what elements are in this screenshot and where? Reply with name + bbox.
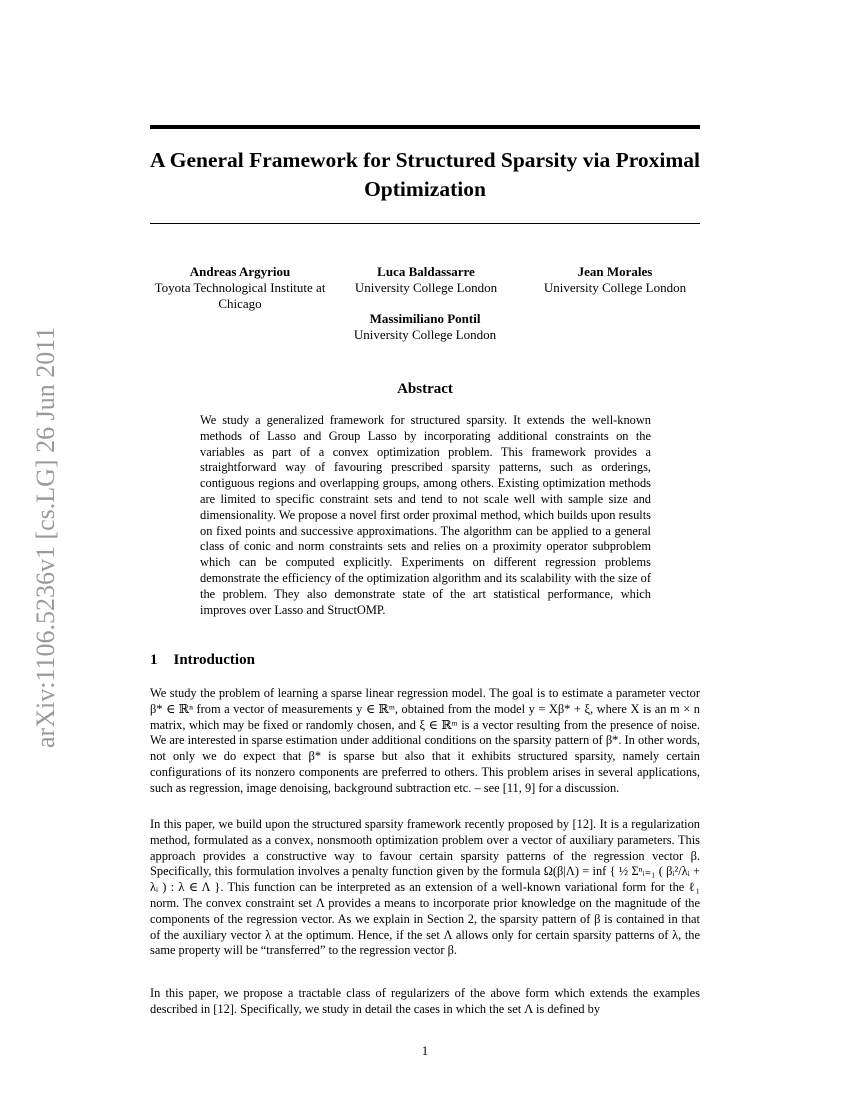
arxiv-stamp — [8, 270, 70, 750]
author-affiliation: University College London — [543, 280, 687, 295]
arxiv-stamp-text: arXiv:1106.5236v1 [cs.LG] 26 Jun 2011 — [31, 326, 60, 748]
author-name: Andreas Argyriou — [189, 264, 291, 279]
section-number: 1 — [150, 652, 158, 668]
author-name: Jean Morales — [577, 264, 653, 279]
body-paragraph: We study the problem of learning a sparse linear regression model. The goal is to estimate a parameter vector β* ∈ ℝⁿ from a vector of measurements y ∈ ℝᵐ, obtained from the model y = Xβ* + ξ, where X is an m × n matrix, which may be fixed or randomly chosen, and ξ ∈ ℝᵐ is a vector resulting from the presence of noise. We are interested in sparse estimation under additional conditions on the sparsity pattern of β*. In other words, not only we do expect that β* is sparse but also that it exhibits structured sparsity, namely certain configurations of its nonzero components are preferred to others. This problem arises in several applications, such as regression, image denoising, background subtraction etc. – see [11, 9] for a discussion. — [150, 686, 700, 795]
title-rule-top — [150, 125, 700, 129]
author-affiliation: University College London — [353, 327, 497, 342]
section-title: Introduction — [173, 652, 255, 668]
section-heading — [150, 652, 255, 669]
paper-title: A General Framework for Structured Sparsity via Proximal Optimization — [150, 148, 700, 201]
body-paragraph: In this paper, we propose a tractable class of regularizers of the above form which extends the examples described in [12]. Specifically, we study in detail the cases in which the set Λ is defined by — [150, 986, 700, 1016]
author-affiliation: Toyota Technological Institute at Chicago — [154, 280, 326, 311]
abstract-heading: Abstract — [397, 381, 453, 397]
author-block — [530, 264, 700, 296]
author-block — [340, 311, 510, 343]
author-name: Luca Baldassarre — [377, 264, 475, 279]
body-paragraph: In this paper, we build upon the structured sparsity framework recently proposed by [12]. It is a regularization method, formulated as a convex, nonsmooth optimization problem over a vector of auxiliary parameters. This approach provides a constructive way to favour certain sparsity patterns of the regression vector β. Specifically, this formulation involves a penalty function given by the formula Ω(β|Λ) = inf { ½ Σⁿᵢ₌₁ ( βᵢ²/λᵢ + λᵢ ) : λ ∈ Λ }. This function can be interpreted as an extension of a well-known variational form for the ℓ₁ norm. The convex constraint set Λ provides a means to incorporate prior knowledge on the magnitude of the components of the regression vector. As we explain in Section 2, the sparsity pattern of β is contained in that of the auxiliary vector λ at the optimum. Hence, if the set Λ allows only for certain sparsity patterns of λ, the same property will be “transferred” to the regression vector β. — [150, 817, 700, 958]
abstract-text: We study a generalized framework for structured sparsity. It extends the well-known methods of Lasso and Group Lasso by incorporating additional constraints on the variables as part of a convex optimization problem. This framework provides a straightforward way of favouring prescribed sparsity patterns, such as orderings, contiguous regions and overlapping groups, among others. Existing optimization methods are limited to specific constraint sets and tend to not scale well with sample size and dimensionality. We propose a novel first order proximal method, which builds upon results on fixed points and successive approximations. The algorithm can be applied to a general class of conic and norm constraints sets and relies on a proximity operator subproblem which can be computed explicitly. Experiments on different regression problems demonstrate the efficiency of the optimization algorithm and its scalability with the size of the problem. They also demonstrate state of the art statistical performance, which improves over Lasso and StructOMP. — [200, 413, 651, 617]
page-number: 1 — [421, 1044, 429, 1058]
author-block — [150, 264, 330, 312]
author-name: Massimiliano Pontil — [369, 311, 481, 326]
author-block — [348, 264, 504, 296]
author-affiliation: University College London — [354, 280, 498, 295]
title-rule-bottom — [150, 223, 700, 224]
